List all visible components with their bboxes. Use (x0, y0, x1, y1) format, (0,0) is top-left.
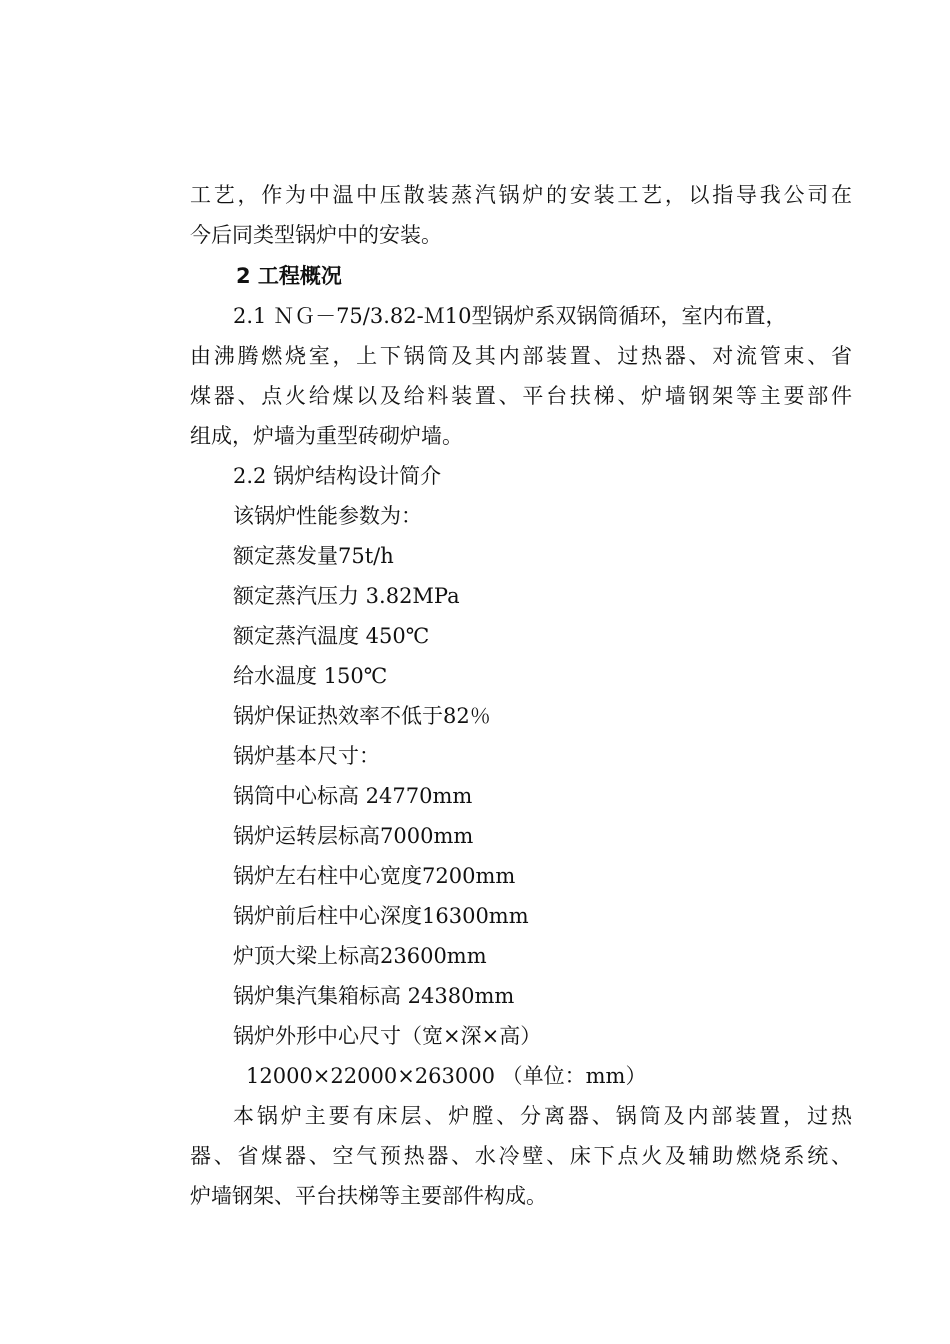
dimension-line: 锅炉运转层标高7000mm (233, 824, 474, 848)
param-line: 额定蒸发量75t/h (233, 544, 394, 568)
params-intro: 该锅炉性能参数为： (233, 504, 422, 528)
dimension-line: 锅筒中心标高 24770mm (233, 784, 473, 808)
param-line: 锅炉保证热效率不低于82％ (233, 704, 491, 728)
subheading-2-2: 2.2 锅炉结构设计简介 (233, 464, 442, 488)
para-2-1-line-1: 2.1 ＮＧ－75/3.82-Ｍ10型锅炉系双锅筒循环，室内布置， (233, 304, 787, 328)
dimension-line: 锅炉前后柱中心深度16300mm (233, 904, 529, 928)
components-line-3: 炉墙钢架、平台扶梯等主要部件构成。 (190, 1184, 547, 1208)
section-heading: 2 工程概况 (236, 264, 342, 288)
para-2-1-line-4: 组成，炉墙为重型砖砌炉墙。 (190, 424, 463, 448)
para-2-1-line-3: 煤器、点火给煤以及给料装置、平台扶梯、炉墙钢架等主要部件 (190, 384, 852, 408)
intro-line-2: 今后同类型锅炉中的安装。 (190, 223, 442, 247)
dimensions-intro: 锅炉基本尺寸： (233, 744, 380, 768)
intro-line-1: 工艺，作为中温中压散装蒸汽锅炉的安装工艺，以指导我公司在 (190, 183, 852, 207)
overall-size: 12000×22000×263000 （单位：mm） (246, 1064, 647, 1088)
dimension-line: 锅炉左右柱中心宽度7200mm (233, 864, 516, 888)
dimension-line: 炉顶大梁上标高23600mm (233, 944, 487, 968)
components-line-2: 器、省煤器、空气预热器、水冷壁、床下点火及辅助燃烧系统、 (190, 1144, 852, 1168)
param-line: 给水温度 150℃ (233, 664, 388, 688)
param-line: 额定蒸汽温度 450℃ (233, 624, 430, 648)
dimension-line: 锅炉集汽集箱标高 24380mm (233, 984, 515, 1008)
dimension-line: 锅炉外形中心尺寸（宽×深×高） (233, 1024, 542, 1048)
components-line-1: 本锅炉主要有床层、炉膛、分离器、锅筒及内部装置，过热 (233, 1104, 852, 1128)
para-2-1-line-2: 由沸腾燃烧室，上下锅筒及其内部装置、过热器、对流管束、省 (190, 344, 852, 368)
param-line: 额定蒸汽压力 3.82MPa (233, 584, 460, 608)
